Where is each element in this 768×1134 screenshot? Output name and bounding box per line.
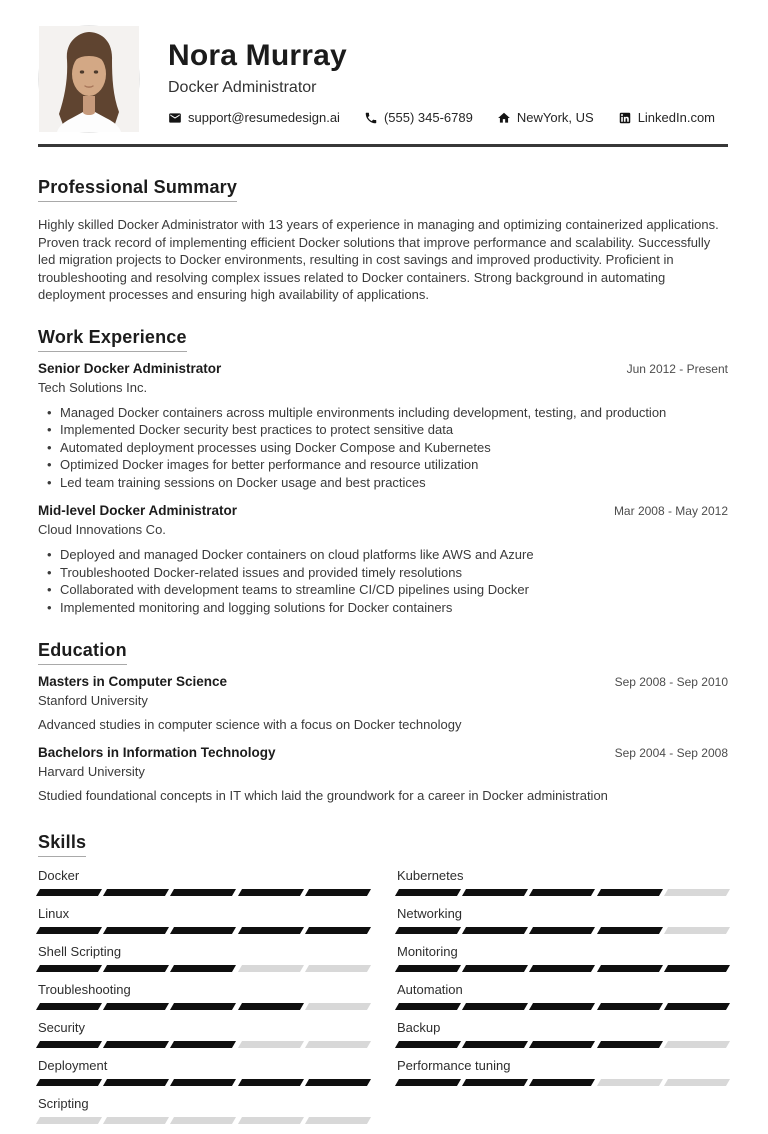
skill-bar-segment	[36, 889, 102, 896]
skill-bar-segment	[36, 1079, 102, 1086]
skill-name: Performance tuning	[397, 1058, 511, 1073]
skill-name: Backup	[397, 1020, 441, 1035]
header	[38, 25, 728, 133]
skill-bar-segment	[664, 889, 730, 896]
skill-name: Monitoring	[397, 944, 458, 959]
skill-item	[397, 868, 728, 896]
job-title: Mid-level Docker Administrator	[38, 503, 238, 518]
skill-bar-segment	[238, 927, 304, 934]
degree-entry-head	[38, 745, 728, 760]
skill-item	[38, 868, 369, 896]
section-professional-summary	[38, 177, 728, 304]
skill-item	[397, 1058, 728, 1086]
skill-bar-segment	[103, 1003, 169, 1010]
skill-name: Security	[38, 1020, 85, 1035]
experience-heading: Work Experience	[38, 327, 187, 352]
skill-level-bar	[397, 965, 728, 972]
skill-item	[397, 906, 728, 934]
section-skills	[38, 832, 728, 1134]
degree-title: Masters in Computer Science	[38, 674, 228, 689]
section-work-experience	[38, 327, 728, 617]
skill-item	[38, 982, 369, 1010]
skill-item	[38, 906, 369, 934]
skill-bar-segment	[462, 1003, 528, 1010]
skill-bar-segment	[597, 1003, 663, 1010]
skill-bar-segment	[529, 1003, 595, 1010]
skill-bar-segment	[36, 1041, 102, 1048]
skill-bar-segment	[597, 1079, 663, 1086]
skill-bar-segment	[395, 1003, 461, 1010]
skill-bar-segment	[395, 965, 461, 972]
contact-phone-text: (555) 345-6789	[383, 110, 473, 125]
skill-bar-segment	[305, 889, 371, 896]
job-bullet-list	[38, 404, 728, 492]
skill-bar-segment	[170, 1041, 236, 1048]
job-dates: Mar 2008 - May 2012	[613, 504, 728, 518]
profile-photo	[38, 25, 140, 133]
contact-linkedin-text: LinkedIn.com	[637, 110, 716, 125]
skill-bar-segment	[103, 1117, 169, 1124]
skill-bar-segment	[462, 927, 528, 934]
skill-item	[38, 1020, 369, 1048]
skill-bar-segment	[36, 1117, 102, 1124]
skill-name: Deployment	[38, 1058, 108, 1073]
email-icon	[168, 111, 182, 125]
skill-bar-segment	[597, 927, 663, 934]
skill-item	[38, 1096, 369, 1124]
contact-row	[168, 110, 715, 125]
job-bullet: • Managed Docker containers across multiple environments including development, testing, and production	[38, 404, 728, 422]
header-divider	[38, 144, 728, 147]
skill-item	[38, 944, 369, 972]
skill-name: Docker	[38, 868, 80, 883]
skill-bar-segment	[529, 927, 595, 934]
skill-bar-segment	[529, 889, 595, 896]
job-bullet: • Deployed and managed Docker containers on cloud platforms like AWS and Azure	[38, 546, 728, 564]
section-education	[38, 640, 728, 804]
skill-bar-segment	[597, 1041, 663, 1048]
skill-bar-segment	[238, 1079, 304, 1086]
skill-bar-segment	[238, 1117, 304, 1124]
skill-item	[38, 1058, 369, 1086]
degree-school: Stanford University	[38, 693, 148, 708]
phone-icon	[364, 111, 378, 125]
skill-bar-segment	[238, 1003, 304, 1010]
skill-bar-segment	[238, 965, 304, 972]
job-bullet-list	[38, 546, 728, 616]
skill-bar-segment	[395, 1041, 461, 1048]
header-text	[168, 33, 715, 125]
skill-bar-segment	[462, 1079, 528, 1086]
summary-heading: Professional Summary	[38, 177, 237, 202]
skill-level-bar	[38, 1079, 369, 1086]
skill-bar-segment	[529, 965, 595, 972]
job-bullet: • Implemented Docker security best practices to protect sensitive data	[38, 421, 728, 439]
skill-bar-segment	[103, 1041, 169, 1048]
skill-level-bar	[397, 1003, 728, 1010]
skill-bar-segment	[395, 927, 461, 934]
skill-bar-segment	[462, 965, 528, 972]
skill-item	[397, 982, 728, 1010]
skill-name: Troubleshooting	[38, 982, 131, 997]
job-title: Senior Docker Administrator	[38, 360, 222, 376]
job-bullet: • Troubleshooted Docker-related issues and provided timely resolutions	[38, 564, 728, 582]
job-bullet: • Automated deployment processes using Docker Compose and Kubernetes	[38, 439, 728, 457]
job-entry-head	[38, 361, 728, 376]
skill-bar-segment	[305, 1117, 371, 1124]
skill-bar-segment	[305, 1003, 371, 1010]
skill-bar-segment	[238, 1041, 304, 1048]
degree-entry-head	[38, 674, 728, 689]
degree-description: Advanced studies in computer science with a focus on Docker technology	[38, 717, 462, 732]
skill-bar-segment	[529, 1079, 595, 1086]
skill-bar-segment	[170, 1003, 236, 1010]
skill-bar-segment	[395, 1079, 461, 1086]
contact-email-text: support@resumedesign.ai	[188, 110, 340, 125]
skill-bar-segment	[103, 927, 169, 934]
skill-level-bar	[397, 927, 728, 934]
skill-name: Linux	[38, 906, 70, 921]
job-entry	[38, 503, 728, 616]
skill-bar-segment	[36, 1003, 102, 1010]
job-company: Cloud Innovations Co.	[38, 522, 166, 537]
skill-name: Shell Scripting	[38, 944, 122, 959]
degree-description: Studied foundational concepts in IT which laid the groundwork for a career in Docker administration	[38, 788, 608, 803]
skill-name: Networking	[397, 906, 463, 921]
skill-bar-segment	[170, 889, 236, 896]
job-bullet: • Led team training sessions on Docker usage and best practices	[38, 474, 728, 492]
education-heading: Education	[38, 640, 127, 665]
skills-grid	[38, 868, 728, 1134]
skill-bar-segment	[170, 1117, 236, 1124]
job-entry	[38, 361, 728, 492]
skill-bar-segment	[395, 889, 461, 896]
skill-bar-segment	[597, 965, 663, 972]
skill-item	[397, 944, 728, 972]
job-company: Tech Solutions Inc.	[38, 379, 148, 395]
degree-school: Harvard University	[38, 764, 145, 779]
skill-bar-segment	[664, 1079, 730, 1086]
candidate-name: Nora Murray	[168, 39, 347, 72]
skill-bar-segment	[529, 1041, 595, 1048]
linkedin-icon	[618, 111, 632, 125]
job-entry-head	[38, 503, 728, 518]
skill-bar-segment	[170, 927, 236, 934]
skills-column-left	[38, 868, 369, 1134]
summary-text: Highly skilled Docker Administrator with 13 years of experience in managing and optimizing containerized applications. Proven track record of implementing efficient Docker solutions that improve performance and scalability. Successfully led migration projects to Docker environments, resulting in cost savings and improved productivity. Proficient in troubleshooting and resolving complex issues related to Docker containers. Strong background in automating deployment processes and ensuring high availability of applications.	[38, 217, 719, 302]
skill-bar-segment	[462, 889, 528, 896]
skill-level-bar	[397, 1041, 728, 1048]
contact-location	[497, 110, 594, 125]
skill-name: Kubernetes	[397, 868, 464, 883]
skill-name: Scripting	[38, 1096, 89, 1111]
skill-bar-segment	[36, 927, 102, 934]
skill-bar-segment	[305, 1079, 371, 1086]
contact-phone	[364, 110, 473, 125]
home-icon	[497, 111, 511, 125]
skill-level-bar	[397, 889, 728, 896]
skills-heading: Skills	[38, 832, 86, 857]
profile-photo-illustration	[39, 26, 139, 132]
contact-location-text: NewYork, US	[516, 110, 594, 125]
skill-bar-segment	[305, 927, 371, 934]
skill-bar-segment	[664, 1041, 730, 1048]
skill-bar-segment	[664, 965, 730, 972]
skill-bar-segment	[36, 965, 102, 972]
skill-level-bar	[38, 1041, 369, 1048]
skill-bar-segment	[462, 1041, 528, 1048]
degree-title: Bachelors in Information Technology	[38, 745, 276, 760]
skill-level-bar	[38, 1117, 369, 1124]
skill-level-bar	[38, 889, 369, 896]
skill-bar-segment	[238, 889, 304, 896]
skill-level-bar	[38, 927, 369, 934]
degree-dates: Sep 2004 - Sep 2008	[614, 746, 728, 760]
skill-level-bar	[38, 965, 369, 972]
job-bullet: • Optimized Docker images for better performance and resource utilization	[38, 456, 728, 474]
skill-bar-segment	[305, 1041, 371, 1048]
skill-bar-segment	[103, 1079, 169, 1086]
degree-entry	[38, 745, 728, 804]
skill-bar-segment	[103, 965, 169, 972]
skill-bar-segment	[170, 965, 236, 972]
skill-name: Automation	[397, 982, 463, 997]
job-bullet: • Implemented monitoring and logging solutions for Docker containers	[38, 599, 728, 617]
degree-dates: Sep 2008 - Sep 2010	[614, 675, 728, 689]
skill-level-bar	[397, 1079, 728, 1086]
candidate-title: Docker Administrator	[168, 79, 317, 96]
job-bullet: • Collaborated with development teams to streamline CI/CD pipelines using Docker	[38, 581, 728, 599]
skills-column-right	[397, 868, 728, 1134]
contact-linkedin	[618, 110, 715, 125]
skill-bar-segment	[103, 889, 169, 896]
skill-bar-segment	[170, 1079, 236, 1086]
skill-bar-segment	[597, 889, 663, 896]
skill-bar-segment	[664, 1003, 730, 1010]
degree-entry	[38, 674, 728, 733]
skill-bar-segment	[305, 965, 371, 972]
contact-email	[168, 110, 340, 125]
skill-item	[397, 1020, 728, 1048]
skill-level-bar	[38, 1003, 369, 1010]
skill-bar-segment	[664, 927, 730, 934]
job-dates: Jun 2012 - Present	[626, 361, 728, 376]
